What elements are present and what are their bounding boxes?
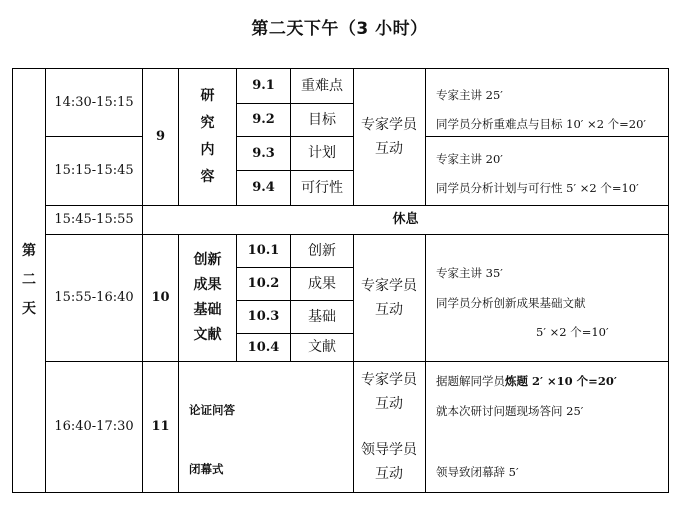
interaction-mode-text: 专家学员互动 bbox=[361, 116, 417, 157]
sub-label: 创新 bbox=[308, 242, 336, 259]
topic-word: 成果 bbox=[193, 277, 222, 294]
module-topic bbox=[179, 69, 236, 205]
topic-word: 基础 bbox=[193, 302, 222, 318]
day-char: 第 bbox=[22, 243, 36, 260]
module-topic bbox=[179, 235, 236, 361]
interaction-mode bbox=[358, 69, 420, 205]
topic-char: 容 bbox=[200, 168, 215, 185]
note-text: 专家主讲 20′ bbox=[436, 152, 503, 166]
interaction-mode bbox=[358, 235, 420, 361]
break-label: 休息 bbox=[392, 212, 419, 228]
note-prefix: 据题解同学员 bbox=[436, 374, 505, 388]
sub-label: 基础 bbox=[308, 308, 336, 325]
note-text: 同学员分析重难点与目标 10′ ×2 个=20′ bbox=[436, 117, 647, 131]
note-text: 同学员分析计划与可行性 5′ ×2 个=10′ bbox=[436, 181, 639, 195]
sub-number: 9.1 bbox=[252, 78, 275, 94]
sub-number: 9.4 bbox=[252, 180, 275, 196]
sub-label: 可行性 bbox=[301, 179, 343, 196]
topic-char: 究 bbox=[200, 115, 215, 132]
day-label bbox=[13, 69, 45, 492]
module-number: 9 bbox=[155, 129, 166, 145]
module-number: 11 bbox=[151, 419, 170, 435]
interaction-mode bbox=[358, 432, 420, 492]
interaction-mode-text: 专家学员互动 bbox=[361, 277, 417, 318]
note-text: 专家主讲 25′ bbox=[436, 88, 503, 102]
sub-number: 9.2 bbox=[252, 112, 275, 128]
day-char: 天 bbox=[22, 300, 36, 317]
topic-char: 研 bbox=[200, 88, 215, 105]
interaction-mode-text: 专家学员互动 bbox=[361, 371, 417, 412]
time-slot: 15:55-16:40 bbox=[54, 290, 134, 306]
sub-number: 10.1 bbox=[247, 243, 280, 259]
topic-char: 内 bbox=[200, 142, 215, 158]
note-text: 同学员分析创新成果基础文献 bbox=[436, 296, 586, 310]
time-slot: 15:45-15:55 bbox=[54, 212, 134, 228]
topic-word: 创新 bbox=[193, 252, 222, 269]
module-topic: 闭幕式 bbox=[189, 462, 224, 476]
time-slot: 15:15-15:45 bbox=[54, 163, 134, 179]
note-text: 专家主讲 35′ bbox=[436, 266, 503, 280]
module-number: 10 bbox=[151, 290, 170, 306]
sub-number: 10.2 bbox=[247, 276, 280, 292]
topic-word: 文献 bbox=[193, 326, 222, 343]
sub-label: 重难点 bbox=[301, 77, 343, 94]
note-text bbox=[436, 373, 617, 389]
note-text: 就本次研讨问题现场答问 25′ bbox=[436, 404, 584, 418]
page-title: 第二天下午（3 小时） bbox=[251, 19, 428, 39]
sub-label: 目标 bbox=[308, 111, 336, 128]
time-slot: 16:40-17:30 bbox=[54, 419, 134, 435]
sub-label: 成果 bbox=[308, 275, 336, 292]
note-emphasis: 炼题 2′ ×10 个=20′ bbox=[505, 374, 617, 388]
note-text: 领导致闭幕辞 5′ bbox=[436, 465, 519, 479]
note-text: 5′ ×2 个=10′ bbox=[536, 325, 609, 339]
module-topic: 论证问答 bbox=[189, 403, 235, 417]
sub-label: 文献 bbox=[308, 339, 336, 356]
sub-number: 10.4 bbox=[247, 339, 280, 355]
day-char: 二 bbox=[22, 272, 36, 289]
time-slot: 14:30-15:15 bbox=[54, 94, 134, 110]
interaction-mode bbox=[358, 362, 420, 422]
sub-number: 10.3 bbox=[247, 309, 280, 325]
sub-number: 9.3 bbox=[252, 145, 275, 161]
interaction-mode-text: 领导学员互动 bbox=[361, 441, 417, 482]
sub-label: 计划 bbox=[308, 145, 336, 162]
